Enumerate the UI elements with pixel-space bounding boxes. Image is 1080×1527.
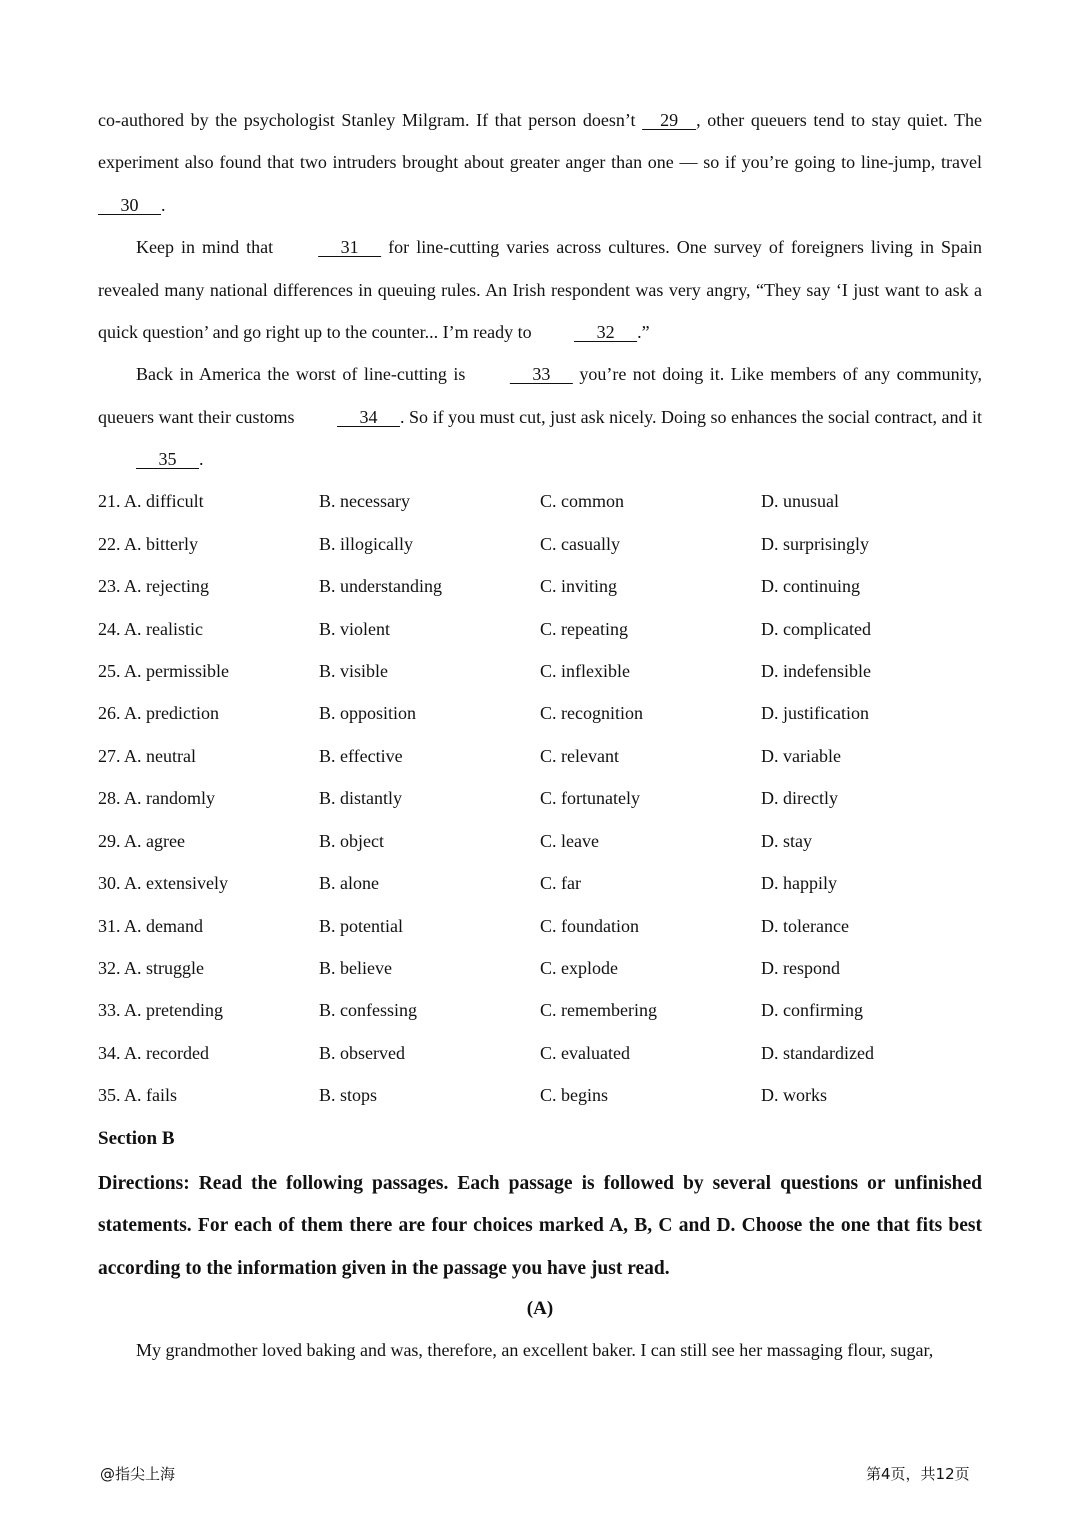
option-d: D. respond [761,958,840,978]
option-a: 28. A. randomly [98,788,215,808]
blank-31: 31 [318,237,382,258]
option-c: C. foundation [540,916,639,936]
option-d: D. justification [761,703,869,723]
blank-30: 30 [98,194,161,215]
option-c: C. fortunately [540,788,640,808]
option-a: 32. A. struggle [98,958,204,978]
option-d: D. continuing [761,576,860,596]
footer-page-info: 第4页，共12页 [866,1465,970,1483]
text-run: Keep in mind that [136,237,281,258]
option-d: D. surprisingly [761,534,869,554]
option-b: B. understanding [319,576,442,596]
option-c: C. inviting [540,576,618,596]
option-d: D. indefensible [761,661,871,681]
blank-33: 33 [509,364,573,385]
option-c: C. repeating [540,619,628,639]
option-a: 30. A. extensively [98,873,228,893]
option-a: 26. A. prediction [98,703,219,723]
option-b: B. visible [319,661,389,681]
option-b: B. illogically [319,534,413,554]
text-run: . [161,194,166,215]
option-row-21 [98,491,982,515]
option-a: 21. A. difficult [98,491,204,511]
option-d: D. complicated [761,619,871,639]
option-d: D. unusual [761,491,839,511]
option-c: C. common [540,491,624,511]
paragraph-1 [98,99,982,226]
option-d: D. stay [761,831,812,851]
option-b: B. alone [319,873,379,893]
text-run: you’re not doing it. Like members of any community, queuers want their customs [98,364,982,427]
option-c: C. inflexible [540,661,630,681]
blank-29: 29 [642,110,697,130]
option-a: 33. A. pretending [98,1000,223,1020]
option-c: C. relevant [540,746,619,766]
option-d: D. directly [761,788,838,808]
option-c: C. remembering [540,1000,657,1020]
option-d: D. variable [761,746,841,766]
option-c: C. far [540,873,581,893]
option-c: C. casually [540,534,620,554]
text-run: . [199,449,204,470]
text-run: Back in America the worst of line-cutting is [136,364,472,385]
option-c: C. begins [540,1085,609,1105]
option-a: 23. A. rejecting [98,576,209,596]
option-row-23 [98,576,982,600]
option-b: B. effective [319,746,403,766]
option-row-25 [98,661,982,685]
text-run: . So if you must cut, just ask nicely. Doing so enhances the social contract, and it [400,406,983,427]
option-b: B. distantly [319,788,403,808]
option-d: D. confirming [761,1000,863,1020]
option-a: 31. A. demand [98,916,203,936]
option-row-29 [98,831,982,855]
option-b: B. potential [319,916,403,936]
option-row-31 [98,916,982,940]
text-run: for line-cutting varies across cultures. One survey of foreigners living in Spain revealed many national differences in queuing rules. An Irish respondent was very angry, “They say ‘I just want to ask a quick question’ and go right up to the counter... I’m ready to [98,237,982,343]
option-b: B. opposition [319,703,417,723]
option-row-26 [98,703,982,727]
option-d: D. works [761,1085,827,1105]
option-d: D. standardized [761,1043,874,1063]
option-b: B. stops [319,1085,378,1105]
option-row-28 [98,788,982,812]
option-a: 25. A. permissible [98,661,229,681]
option-row-32 [98,958,982,982]
directions: Directions: Read the following passages. Each passage is followed by several questions or unfinished statements. For each of them there are four choices marked A, B, C and D. Choose the one that fits best according to the information given in the passage you have just read. [98,1173,982,1279]
option-d: D. tolerance [761,916,849,936]
text-run: co-authored by the psychologist Stanley Milgram. If that person doesn’t [98,110,643,130]
option-a: 22. A. bitterly [98,534,198,554]
passage-text [98,99,982,481]
option-row-22 [98,534,982,558]
text-run: .” [637,322,650,343]
passage-a-start: My grandmother loved baking and was, therefore, an excellent baker. I can still see her massaging flour, sugar, [136,1340,934,1360]
option-c: C. leave [540,831,599,851]
option-a: 29. A. agree [98,831,185,851]
blank-32: 32 [574,322,638,343]
option-row-33 [98,1000,982,1024]
option-row-27 [98,746,982,770]
option-b: B. violent [319,619,390,639]
option-b: B. object [319,831,384,851]
option-c: C. explode [540,958,618,978]
option-a: 34. A. recorded [98,1043,209,1063]
option-d: D. happily [761,873,837,893]
option-b: B. believe [319,958,392,978]
option-c: C. recognition [540,703,643,723]
blank-34: 34 [337,406,401,427]
paragraph-3 [98,353,982,480]
option-b: B. necessary [319,491,410,511]
option-row-35 [98,1085,982,1109]
passage-label: (A) [526,1298,554,1319]
option-a: 35. A. fails [98,1085,177,1105]
option-b: B. observed [319,1043,405,1063]
text-run: , other queuers tend to stay quiet. The experiment also found that two intruders brought about greater anger than one — so if you’re going to line-jump, travel [98,110,982,173]
option-row-34 [98,1043,982,1067]
paragraph-2 [98,226,982,353]
option-row-24 [98,619,982,643]
option-a: 24. A. realistic [98,619,203,639]
option-a: 27. A. neutral [98,746,196,766]
footer-source: @指尖上海 [100,1465,176,1483]
option-b: B. confessing [319,1000,417,1020]
option-c: C. evaluated [540,1043,630,1063]
blank-35: 35 [136,449,199,470]
section-title: Section B [98,1128,175,1149]
option-row-30 [98,873,982,897]
